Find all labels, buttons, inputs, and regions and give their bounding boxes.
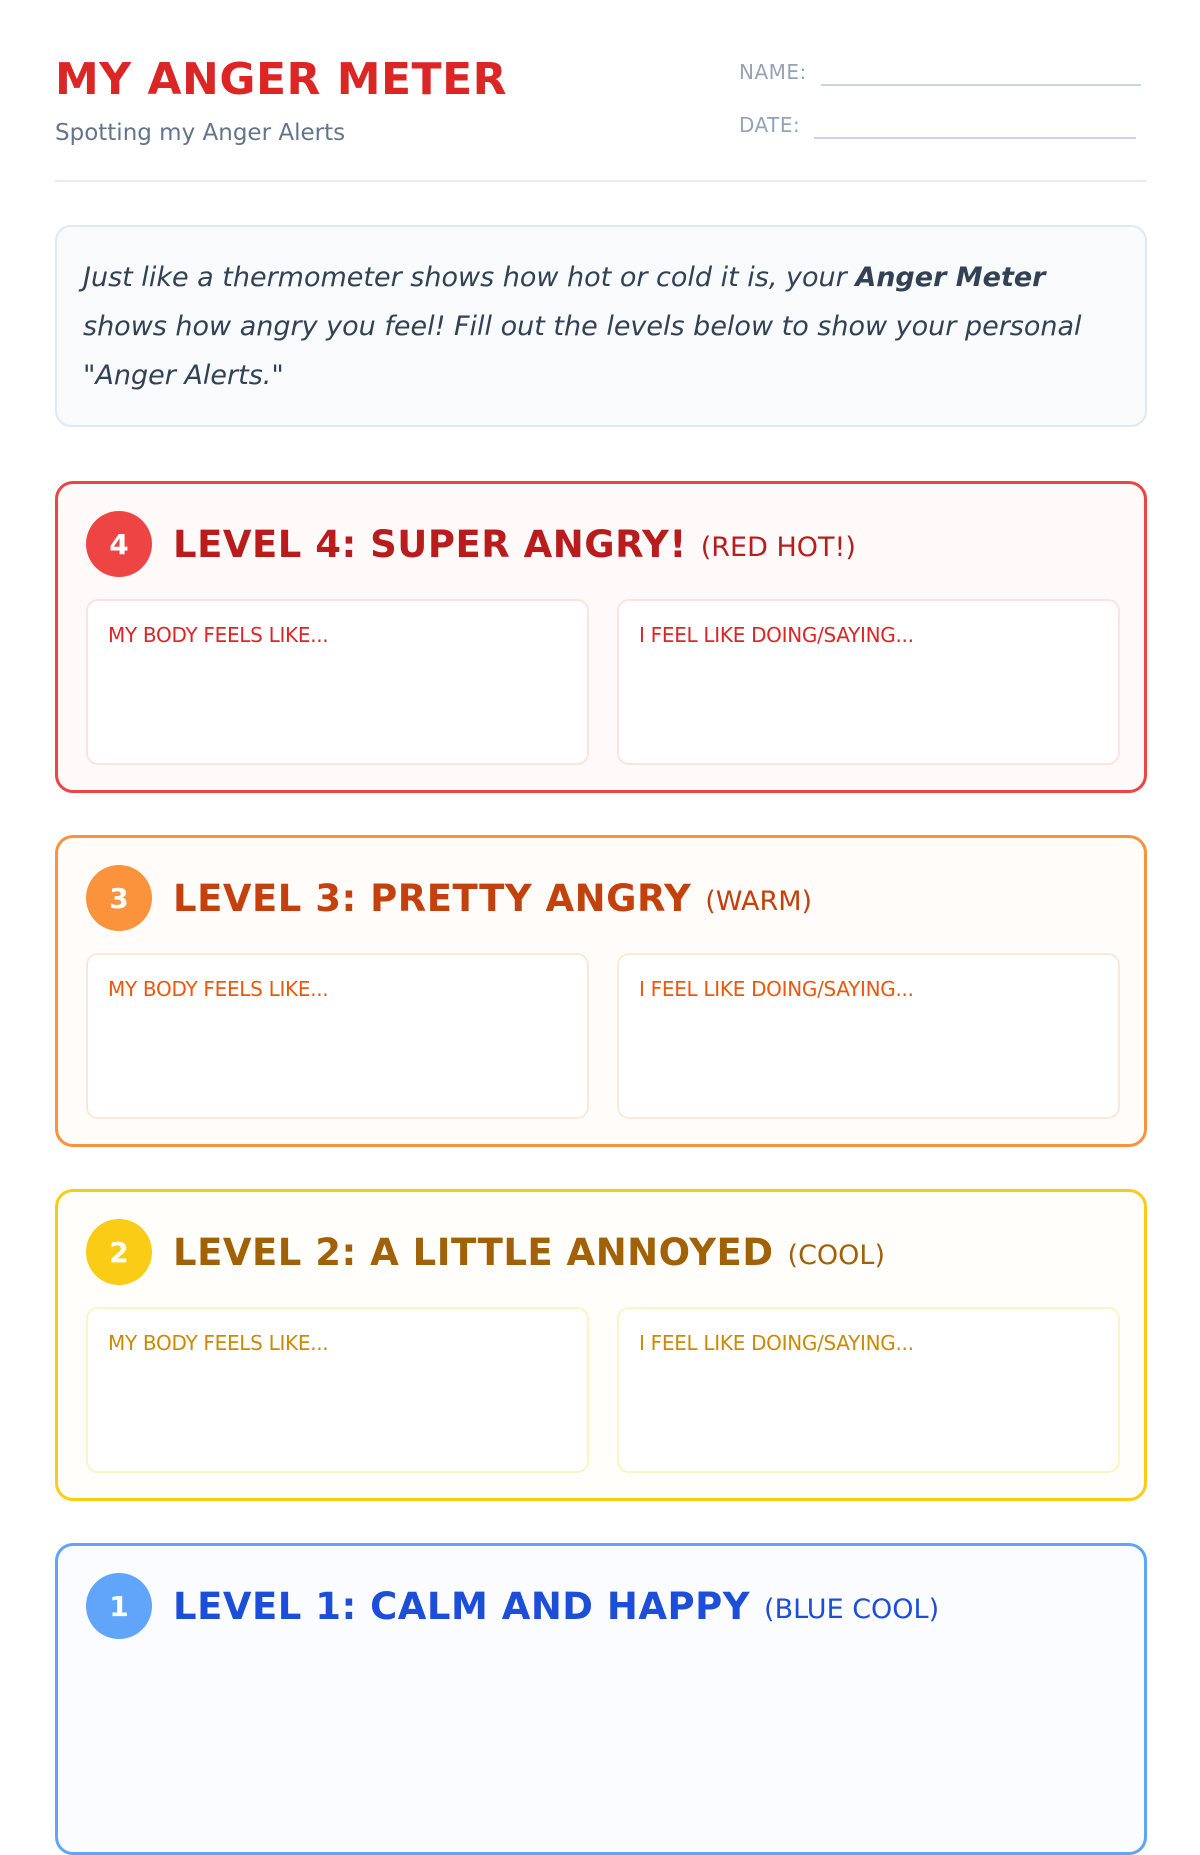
level-3-tag: (WARM) (705, 885, 813, 917)
level-2-body-label: MY BODY FEELS LIKE... (108, 1331, 329, 1355)
level-4-tag: (RED HOT!) (700, 531, 856, 563)
level-1-title: LEVEL 1: CALM AND HAPPY (173, 1584, 751, 1628)
level-3-action-box[interactable] (617, 953, 1120, 1119)
name-field[interactable] (739, 60, 1141, 84)
intro-text-part2: shows how angry you feel! Fill out the levels below to show your personal "Anger Alerts." (83, 311, 1082, 391)
level-1-badge: 1 (86, 1573, 152, 1639)
level-1-card (55, 1543, 1147, 1855)
page-title: MY ANGER METER (55, 54, 508, 105)
date-input-line[interactable] (814, 137, 1136, 139)
level-4-action-label: I FEEL LIKE DOING/SAYING... (639, 623, 914, 647)
level-3-body-label: MY BODY FEELS LIKE... (108, 977, 329, 1001)
name-input-line[interactable] (821, 84, 1141, 86)
level-4-header (86, 511, 856, 577)
level-2-body-box[interactable] (86, 1307, 589, 1473)
level-2-badge: 2 (86, 1219, 152, 1285)
level-2-action-label: I FEEL LIKE DOING/SAYING... (639, 1331, 914, 1355)
level-1-tag: (BLUE COOL) (764, 1593, 940, 1625)
level-3-action-label: I FEEL LIKE DOING/SAYING... (639, 977, 914, 1001)
level-1-header (86, 1573, 939, 1639)
level-4-badge: 4 (86, 511, 152, 577)
level-2-tag: (COOL) (787, 1239, 886, 1271)
level-4-body-box[interactable] (86, 599, 589, 765)
level-4-action-box[interactable] (617, 599, 1120, 765)
page-subtitle: Spotting my Anger Alerts (55, 120, 346, 146)
level-3-card (55, 835, 1147, 1147)
level-3-body-box[interactable] (86, 953, 589, 1119)
name-label: NAME: (739, 60, 807, 84)
level-2-action-box[interactable] (617, 1307, 1120, 1473)
intro-box (55, 225, 1147, 427)
level-2-title: LEVEL 2: A LITTLE ANNOYED (173, 1230, 774, 1274)
level-4-title: LEVEL 4: SUPER ANGRY! (173, 522, 687, 566)
date-label: DATE: (739, 113, 801, 137)
level-3-badge: 3 (86, 865, 152, 931)
intro-text-bold: Anger Meter (855, 262, 1046, 293)
intro-text-part1: Just like a thermometer shows how hot or cold it is, your (83, 262, 856, 293)
level-2-card (55, 1189, 1147, 1501)
level-3-title: LEVEL 3: PRETTY ANGRY (173, 876, 692, 920)
level-4-body-label: MY BODY FEELS LIKE... (108, 623, 329, 647)
level-3-header (86, 865, 812, 931)
worksheet-header (55, 50, 1147, 182)
date-field[interactable] (739, 113, 1136, 137)
level-2-header (86, 1219, 885, 1285)
level-4-card (55, 481, 1147, 793)
